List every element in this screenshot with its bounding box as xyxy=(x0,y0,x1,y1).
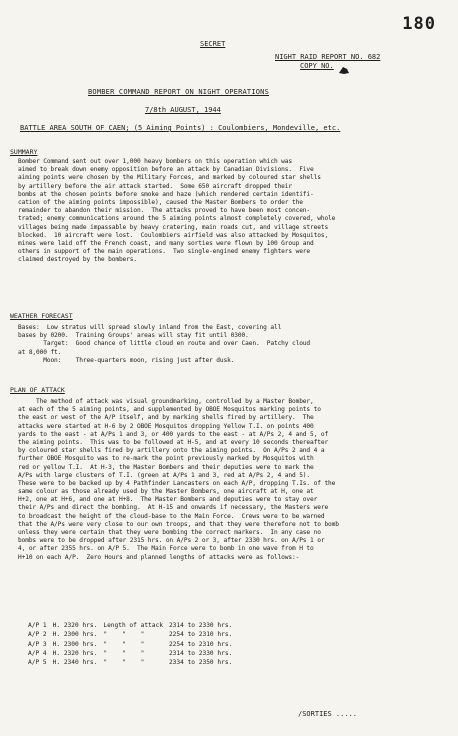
classification-marking: SECRET xyxy=(200,40,226,48)
table-row xyxy=(28,649,238,658)
plan-line: H+2, one at H+6, and one at H+8. The Master Bombers and deputies were to stay over xyxy=(18,496,318,504)
plan-line: the east or west of the A/P itself, and by marking shells fired by artillery. The xyxy=(18,414,314,422)
summary-line: by artillery before the air attack started. Some 650 aircraft dropped their xyxy=(18,182,292,190)
summary-heading: SUMMARY xyxy=(10,148,38,156)
summary-line: cation of the aiming points impossible), caused the Master Bombers to order the xyxy=(18,198,303,206)
plan-line: same colour as those already used by the Master Bombers, one aircraft at H, one at xyxy=(18,488,314,496)
summary-line: villages being made impassable by heavy cratering, main roads cut, and village streets xyxy=(18,223,329,231)
summary-line: Bomber Command sent out over 1,000 heavy bombers on this operation which was xyxy=(18,158,292,165)
zero-hour-cell: H. 2300 hrs. xyxy=(52,631,98,639)
plan-line: the aiming points. This was to be followed at H-5, and at every 10 seconds thereafter xyxy=(18,438,329,446)
report-title: NIGHT RAID REPORT NO. 682 xyxy=(275,53,381,61)
plan-line: further OBOE Mosquito was to re-mark the point previously marked by Mosquitos with xyxy=(18,455,314,463)
plan-text xyxy=(18,398,448,562)
weather-line: at 8,000 ft. xyxy=(18,348,62,356)
aiming-point-cell: A/P 3 xyxy=(28,640,47,648)
plan-heading: PLAN OF ATTACK xyxy=(10,386,65,394)
attack-window-cell: 2314 to 2330 hrs. xyxy=(168,649,233,657)
attack-window-cell: 2254 to 2310 hrs. xyxy=(168,631,233,639)
plan-line: attacks were started at H-6 by 2 OBOE Mosquitos dropping Yellow T.I. on points 400 xyxy=(18,422,314,430)
summary-line: trated; enemy communications around the 5 aiming points almost completely covered, whole xyxy=(18,215,336,223)
plan-line: 4, or after 2355 hrs. on A/P 5. The Main Force were to bomb in one wave from H to xyxy=(18,545,314,553)
plan-line: bombs were to be dropped after 2315 hrs. on A/Ps 2 or 3, after 2330 hrs. on A/Ps 1 or xyxy=(18,537,325,545)
summary-line: remainder to abandon their mission. The attacks proved to have been most concen- xyxy=(18,207,311,215)
summary-line: aimed to break down enemy opposition before an attack by Canadian Divisions. Five xyxy=(18,166,314,174)
continuation-marker: /SORTIES ..... xyxy=(298,710,358,718)
weather-line: Moon: Three-quarters moon, rising just after dusk. xyxy=(18,356,235,364)
summary-line: claimed destroyed by the bombers. xyxy=(18,256,137,264)
copy-number-stamp-icon xyxy=(338,66,350,75)
zero-hour-cell: H. 2320 hrs. xyxy=(52,649,98,657)
attack-label-cell: " " " xyxy=(103,640,145,648)
plan-line: The method of attack was visual groundmarking, controlled by a Master Bomber, xyxy=(18,398,314,405)
weather-line: Target: Good chance of little cloud en route and over Caen. Patchy cloud xyxy=(18,340,311,348)
plan-line: red or yellow T.I. At H-3, the Master Bombers and their deputies were to mark the xyxy=(18,463,314,471)
report-heading: BOMBER COMMAND REPORT ON NIGHT OPERATIONS xyxy=(88,88,269,96)
attack-label-cell: " " " xyxy=(103,631,145,639)
attack-window-cell: 2254 to 2310 hrs. xyxy=(168,640,233,648)
table-row xyxy=(28,640,238,649)
attack-window-cell: 2314 to 2330 hrs. xyxy=(168,622,233,629)
target-area: BATTLE AREA SOUTH OF CAEN; (5 Aiming Points) : Coulombiers, Mondeville, etc. xyxy=(20,124,341,132)
attack-label-cell: Length of attack xyxy=(103,622,163,629)
plan-line: These were to be backed up by 4 Pathfinder Lancasters on each A/P, dropping T.Is. of the xyxy=(18,479,336,487)
aiming-point-schedule-table xyxy=(28,621,238,667)
attack-label-cell: " " " xyxy=(103,659,145,667)
table-row xyxy=(28,658,238,667)
plan-line: by coloured star shells fired by artillery onto the aiming points. On A/Ps 2 and 4 a xyxy=(18,447,325,455)
copy-number: COPY NO. xyxy=(300,62,334,70)
aiming-point-cell: A/P 1 xyxy=(28,622,47,629)
plan-line: H+10 on each A/P. Zero Hours and planned lengths of attacks were as follows:- xyxy=(18,553,300,561)
weather-heading: WEATHER FORECAST xyxy=(10,312,73,320)
aiming-point-cell: A/P 5 xyxy=(28,659,47,667)
weather-line: bases by 0200. Training Groups' areas will stay fit until 0300. xyxy=(18,332,249,340)
aiming-point-cell: A/P 4 xyxy=(28,649,47,657)
plan-line: yards to the east - at A/Ps 1 and 3, or 400 yards to the east - at A/Ps 2, 4 and 5, of xyxy=(18,430,329,438)
zero-hour-cell: H. 2300 hrs. xyxy=(52,640,98,648)
summary-line: bombs at the chosen points before smoke and haze (which rendered certain identifi- xyxy=(18,190,314,198)
summary-line: blocked. 10 aircraft were lost. Coulombiers airfield was also attacked by Mosquitos, xyxy=(18,231,329,239)
plan-line: at each of the 5 aiming points, and supplemented by OBOE Mosquitos marking points to xyxy=(18,406,321,414)
plan-line: unless they were certain that they were bombing the correct markers. In any case no xyxy=(18,529,321,536)
weather-line: Bases: Low stratus will spread slowly inland from the East, covering all xyxy=(18,324,282,331)
page-number: 180 xyxy=(402,14,436,34)
aiming-point-cell: A/P 2 xyxy=(28,631,47,639)
summary-line: mines were laid off the French coast, and many sorties were flown by 100 Group and xyxy=(18,239,314,247)
zero-hour-cell: H. 2320 hrs. xyxy=(52,622,98,629)
attack-label-cell: " " " xyxy=(103,649,145,657)
plan-line: to broadcast the height of the cloud-base to the Main Force. Crews were to be warned xyxy=(18,512,325,520)
weather-text xyxy=(18,324,448,365)
plan-line: their A/Ps and direct the bombing. At H-15 and onwards if necessary, the Masters were xyxy=(18,504,329,512)
report-date: 7/8th AUGUST, 1944 xyxy=(145,106,221,114)
table-row xyxy=(28,630,238,639)
summary-line: aiming points were chosen by the Military Forces, and marked by coloured star shells xyxy=(18,174,321,182)
summary-line: others in support of the main operations. Two single-engined enemy fighters were xyxy=(18,248,311,256)
plan-line: A/Ps with large clusters of T.I. (green at A/Ps 1 and 3, red at A/Ps 2, 4 and 5). xyxy=(18,471,311,479)
zero-hour-cell: H. 2340 hrs. xyxy=(52,659,98,667)
table-row xyxy=(28,621,238,630)
plan-line: that the A/Ps were very close to our own troops, and that they were therefore not to bomb xyxy=(18,520,339,528)
attack-window-cell: 2334 to 2350 hrs. xyxy=(168,659,233,667)
summary-text xyxy=(18,158,448,264)
